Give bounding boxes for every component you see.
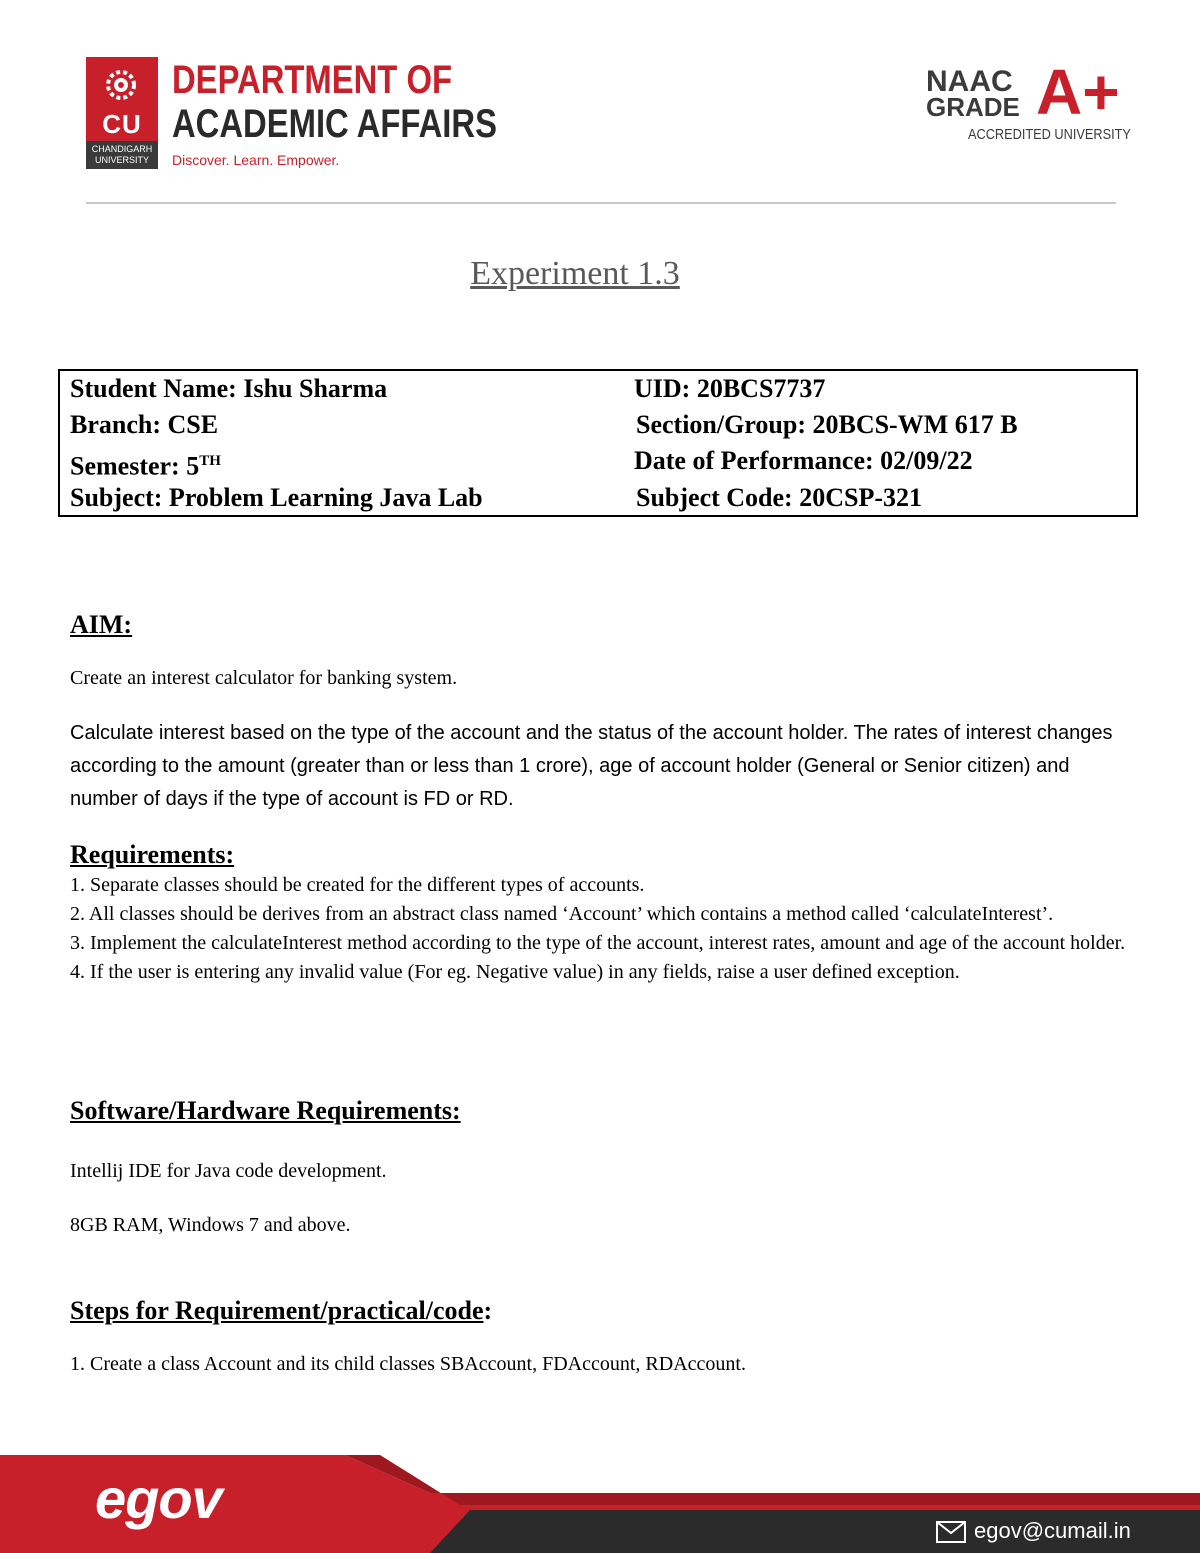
mail-icon [936, 1521, 966, 1543]
steps-heading-colon: : [483, 1296, 493, 1325]
tagline: Discover. Learn. Empower. [172, 152, 340, 168]
student-uid: UID: 20BCS7737 [634, 374, 826, 403]
subject: Subject: Problem Learning Java Lab [70, 483, 483, 512]
student-name: Student Name: Ishu Sharma [70, 374, 388, 403]
grade-badge: A+ [1036, 56, 1120, 128]
semester-value: Semester: 5 [70, 451, 200, 481]
section-group: Section/Group: 20BCS-WM 617 B [636, 410, 1018, 439]
branch: Branch: CSE [70, 410, 219, 439]
requirements-heading: Requirements: [70, 840, 235, 869]
steps-line1: 1. Create a class Account and its child classes SBAccount, FDAccount, RDAccount. [70, 1353, 746, 1375]
page-title: Experiment 1.3 [470, 255, 680, 292]
aim-heading: AIM: [70, 610, 133, 639]
logo-text: CU [102, 109, 142, 139]
aim-line: Create an interest calculator for banking system. [70, 667, 458, 689]
naac-label: NAAC [926, 65, 1013, 98]
steps-heading-text: Steps for Requirement/practical/code [70, 1296, 484, 1325]
list-item: 4. If the user is entering any invalid value (For eg. Negative value) in any fields, raise a user defined exception. [70, 961, 960, 983]
grade-label: GRADE [926, 92, 1020, 122]
subject-code: Subject Code: 20CSP-321 [636, 483, 922, 512]
department-title-line2: ACADEMIC AFFAIRS [172, 102, 497, 146]
requirements-list [70, 871, 1140, 987]
semester-suffix: TH [199, 453, 221, 469]
list-item: 1. Separate classes should be created for the different types of accounts. [70, 874, 645, 896]
date-of-performance: Date of Performance: 02/09/22 [634, 446, 973, 475]
semester [70, 447, 221, 481]
department-title-line1: DEPARTMENT OF [172, 58, 453, 102]
list-item: 2. All classes should be derives from an abstract class named ‘Account’ which contains a method called ‘calculateInterest’. [70, 903, 1054, 925]
header-divider [86, 202, 1116, 204]
list-item: 3. Implement the calculateInterest method according to the type of the account, interest rates, amount and age of the account holder. [70, 932, 1126, 954]
software-line1: Intellij IDE for Java code development. [70, 1160, 387, 1182]
university-logo [86, 57, 158, 169]
footer-brand-logo: egov [95, 1467, 222, 1530]
aim-paragraph: Calculate interest based on the type of the account and the status of the account holder. The rates of interest changes according to the amount (greater than or less than 1 crore), age of account holder (General or Senior citizen) and number of days if the type of account is FD or RD. [70, 722, 1113, 810]
software-heading: Software/Hardware Requirements: [70, 1096, 461, 1125]
accredited-label: ACCREDITED UNIVERSITY [968, 126, 1131, 143]
gear-emblem-icon [96, 65, 146, 105]
footer-email-link[interactable]: egov@cumail.in [974, 1518, 1131, 1543]
steps-heading [70, 1296, 492, 1326]
logo-subtext: CHANDIGARH UNIVERSITY [86, 141, 158, 169]
software-line2: 8GB RAM, Windows 7 and above. [70, 1214, 351, 1236]
